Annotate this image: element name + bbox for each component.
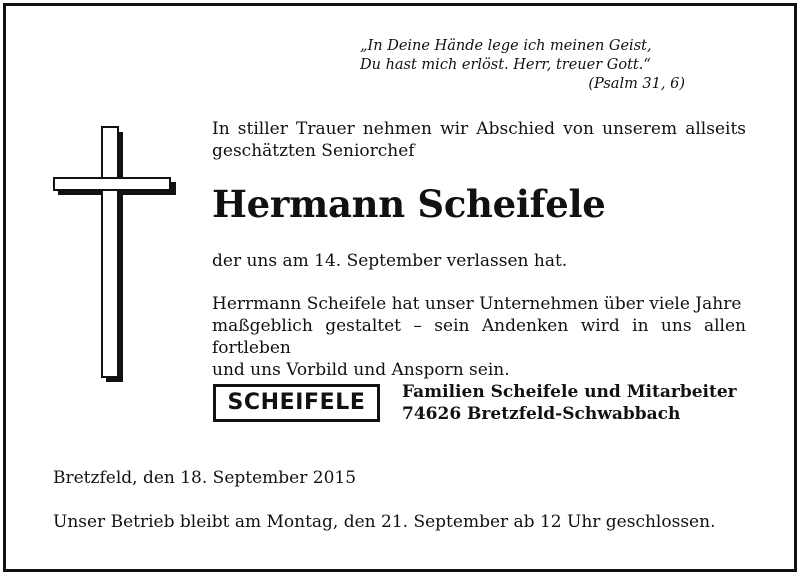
signers-line-2: 74626 Bretzfeld-Schwabbach	[402, 404, 681, 424]
tribute-line-1: Herrmann Scheifele hat unser Unternehmen über viele Jahre	[212, 294, 742, 314]
tribute-text	[212, 293, 746, 381]
intro-text: In stiller Trauer nehmen wir Abschied von unserem allseits geschätzten Seniorchef	[212, 119, 746, 161]
psalm-line-2: Du hast mich erlöst. Herr, treuer Gott.“	[360, 57, 651, 73]
company-logo-text: SCHEIFELE	[227, 390, 366, 415]
closure-notice: Unser Betrieb bleibt am Montag, den 21. September ab 12 Uhr geschlossen.	[53, 512, 716, 532]
passed-text: der uns am 14. September verlassen hat.	[212, 251, 568, 271]
psalm-line-1: „In Deine Hände lege ich meinen Geist,	[360, 38, 652, 54]
psalm-reference: (Psalm 31, 6)	[588, 76, 685, 92]
psalm-quote	[360, 37, 685, 94]
tribute-line-3: und uns Vorbild und Ansporn sein.	[212, 360, 510, 380]
deceased-name: Hermann Scheifele	[212, 182, 606, 226]
signers-line-1: Familien Scheifele und Mitarbeiter	[402, 382, 737, 402]
tribute-line-2: maßgeblich gestaltet – sein Andenken wird in uns allen fortleben	[212, 316, 746, 358]
place-date: Bretzfeld, den 18. September 2015	[53, 468, 357, 488]
signers	[402, 381, 747, 425]
company-logo	[213, 384, 380, 422]
cross-icon	[53, 126, 177, 384]
